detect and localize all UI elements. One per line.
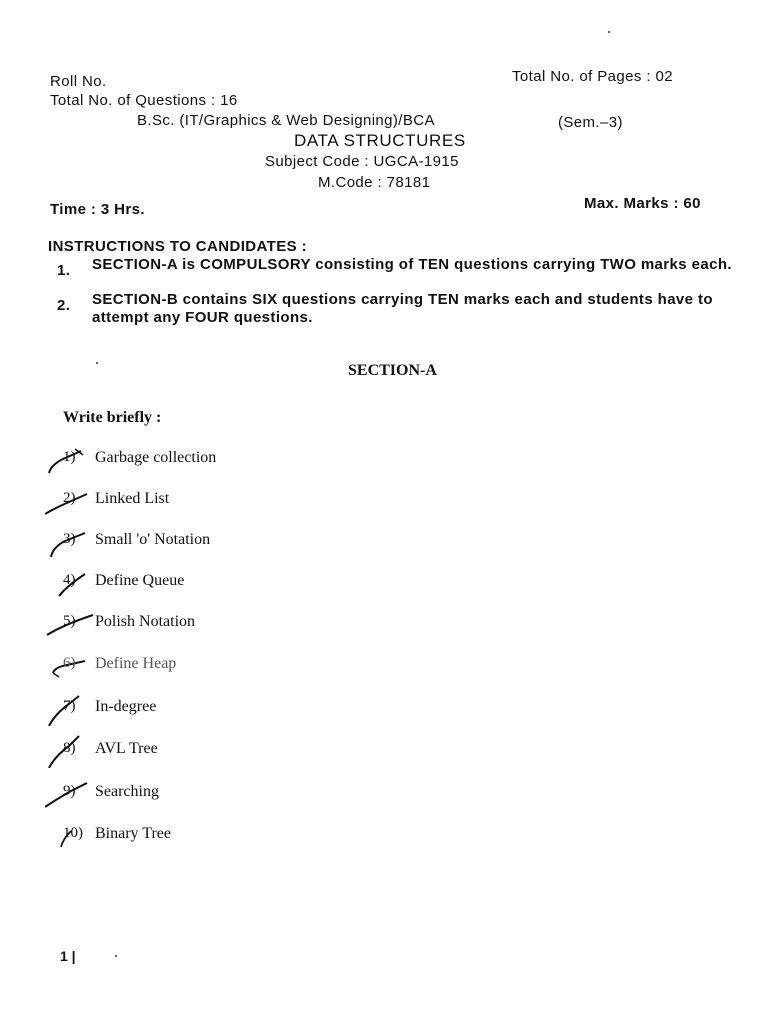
instruction-number: 2. — [57, 297, 71, 314]
question-item — [45, 740, 345, 766]
question-item — [45, 572, 345, 598]
subject-title: DATA STRUCTURES — [294, 131, 466, 150]
scan-speck — [115, 955, 117, 957]
subject-code: Subject Code : UGCA-1915 — [265, 153, 459, 170]
question-text: Define Queue — [95, 572, 185, 589]
scan-speck — [96, 362, 98, 364]
question-number: 2) — [63, 490, 76, 506]
question-text: Polish Notation — [95, 613, 196, 630]
question-text: Small 'o' Notation — [95, 531, 211, 548]
question-item — [45, 825, 345, 851]
instructions-heading: INSTRUCTIONS TO CANDIDATES : — [48, 238, 307, 255]
question-item — [45, 655, 345, 681]
question-number: 7) — [63, 698, 76, 714]
question-text: AVL Tree — [95, 740, 158, 757]
question-number: 9) — [63, 783, 76, 799]
section-a-title: SECTION-A — [348, 362, 437, 379]
instruction-text: SECTION-B contains SIX questions carrying TEN marks each and students have to attempt any FOUR questions. — [92, 291, 713, 326]
question-text: Binary Tree — [95, 825, 171, 842]
question-number: 1) — [63, 449, 76, 465]
max-marks: Max. Marks : 60 — [584, 195, 701, 212]
total-questions: Total No. of Questions : 16 — [50, 92, 238, 109]
question-text: Garbage collection — [95, 449, 217, 466]
question-item — [45, 531, 345, 557]
page-number: 1 | — [60, 948, 76, 964]
course-name: B.Sc. (IT/Graphics & Web Designing)/BCA — [137, 112, 435, 129]
question-item — [45, 613, 345, 639]
question-item — [45, 449, 345, 475]
section-prompt: Write briefly : — [63, 409, 162, 426]
question-number: 6) — [63, 655, 76, 671]
question-item — [45, 698, 345, 724]
roll-no-label: Roll No. — [50, 73, 107, 90]
instruction-number: 1. — [57, 262, 71, 279]
m-code: M.Code : 78181 — [318, 174, 431, 191]
question-number: 8) — [63, 740, 76, 756]
question-number: 4) — [63, 572, 76, 588]
semester: (Sem.–3) — [558, 114, 623, 131]
exam-time: Time : 3 Hrs. — [50, 201, 145, 218]
question-number: 5) — [63, 613, 76, 629]
total-pages: Total No. of Pages : 02 — [512, 68, 673, 85]
question-text: Searching — [95, 783, 159, 800]
question-text: Define Heap — [95, 655, 177, 672]
question-item — [45, 783, 345, 809]
scan-speck — [608, 31, 610, 33]
question-number: 10) — [63, 825, 83, 841]
question-item — [45, 490, 345, 516]
question-number: 3) — [63, 531, 76, 547]
instruction-text: SECTION-A is COMPULSORY consisting of TEN questions carrying TWO marks each. — [92, 256, 732, 273]
question-text: Linked List — [95, 490, 170, 507]
question-text: In-degree — [95, 698, 157, 715]
